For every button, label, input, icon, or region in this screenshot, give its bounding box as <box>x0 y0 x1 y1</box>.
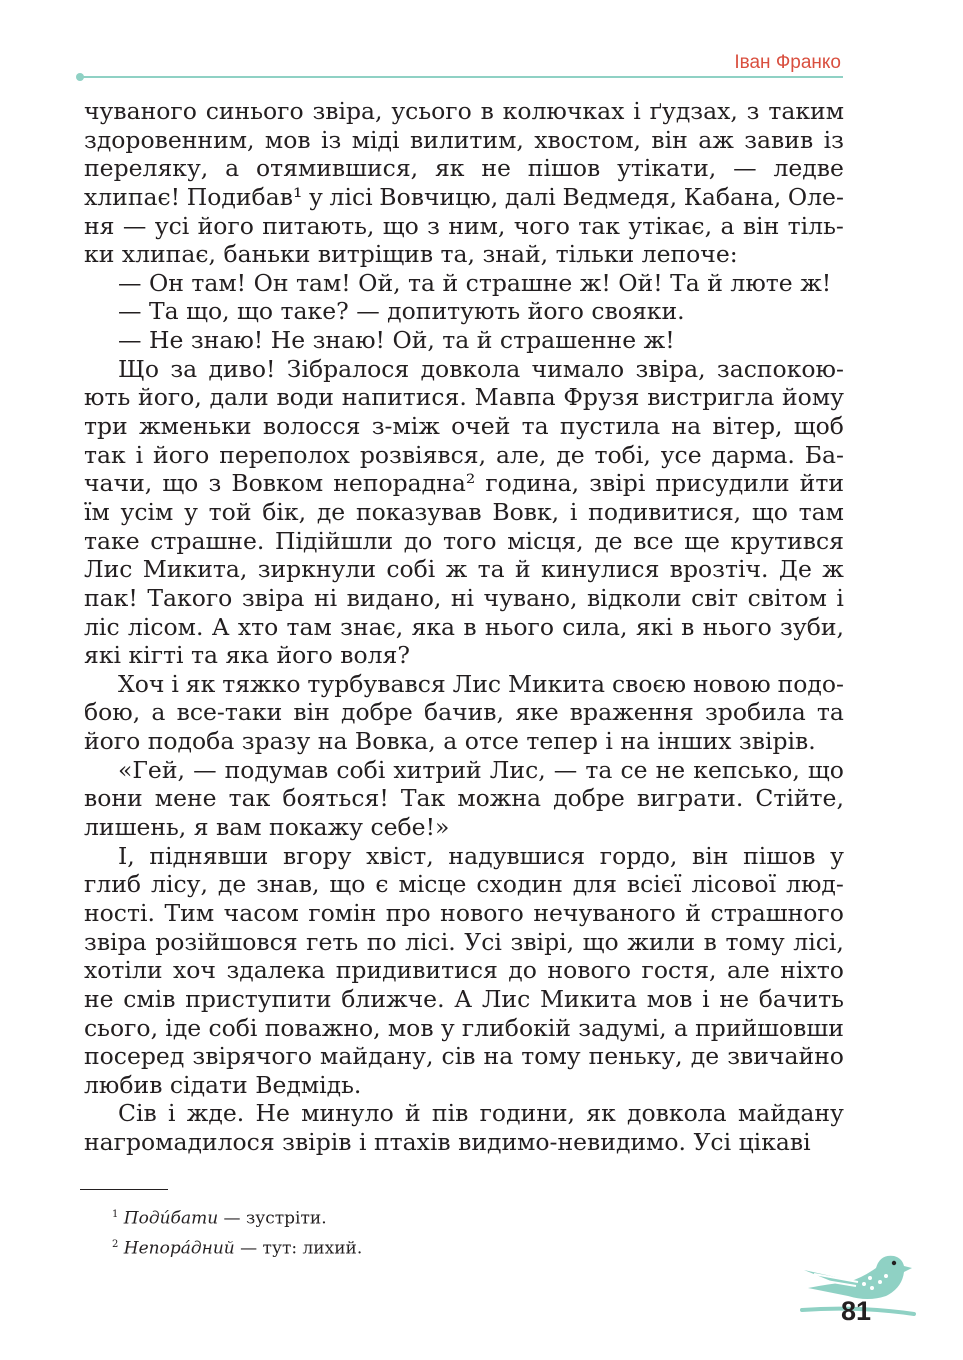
text-line: глиб лісу, де знав, що є місце сходин для всієї лісової люд- <box>84 870 844 899</box>
footnote-definition: — тут: лихий. <box>234 1238 363 1259</box>
footnotes <box>112 1202 362 1261</box>
text-line: так і його переполох розвіявся, але, де тобі, усе дарма. Ба- <box>84 440 844 469</box>
paragraph <box>84 842 844 1100</box>
text-line: нагромадилося звірів і птахів видимо-невидимо. Усі цікаві <box>84 1128 811 1157</box>
text-line: любив сідати Ведмідь. <box>84 1070 362 1099</box>
text-line: хлипає! Подибав¹ у лісі Вовчицю, далі Ведмедя, Кабана, Оле- <box>84 182 844 211</box>
paragraph <box>84 326 844 355</box>
text-line: ності. Тим часом гомін про нового нечуваного й страшного <box>84 898 844 927</box>
text-line: посеред звірячого майдану, сів на тому пеньку, де звичайно <box>84 1042 844 1071</box>
text-line: їм усім у той бік, де показував Вовк, і подивитися, що там <box>84 497 844 526</box>
text-line: ня — усі його питають, що з ним, чого так утікає, а він тіль- <box>84 211 844 240</box>
text-line: таке страшне. Підійшли до того місця, де все ще крутився <box>84 526 844 555</box>
header-rule <box>80 76 843 78</box>
footnote-term: Поди́бати <box>118 1208 219 1229</box>
paragraph <box>84 297 844 326</box>
text-line: здоровенним, мов із міді вилитим, хвостом, він аж завив із <box>84 125 844 154</box>
footnote-mark: 2 <box>112 1238 119 1250</box>
text-line: хотіли хоч здалека придивитися до нового гостя, але ніхто <box>84 956 844 985</box>
body-text <box>84 97 844 1157</box>
footnote-term: Непора́дний <box>118 1238 235 1259</box>
text-line: — Он там! Он там! Ой, та й страшне ж! Ой! Та й люте ж! <box>118 268 832 297</box>
paragraph <box>84 97 844 269</box>
footnote <box>112 1232 362 1262</box>
text-line: бою, а все-таки він добре бачив, яке враження зробила та <box>84 698 844 727</box>
text-line: І, піднявши вгору хвіст, надувшися гордо, він пішов у <box>118 841 844 870</box>
text-line: чуваного синього звіра, усього в колючках і ґудзах, з таким <box>84 97 844 125</box>
text-line: звіра розійшовся геть по лісі. Усі звірі, що жили в тому лісі, <box>84 927 844 956</box>
text-line: Хоч і як тяжко турбувався Лис Микита своєю новою подо- <box>118 669 844 698</box>
paragraph <box>84 1099 844 1156</box>
text-line: ліс лісом. А хто там знає, яка в нього сила, які в нього зуби, <box>84 612 844 641</box>
text-line: вони мене так бояться! Так можна добре виграти. Стійте, <box>84 784 844 813</box>
text-line: які кігті та яка його воля? <box>84 641 410 670</box>
text-line: — Та що, що таке? — допитують його свояки. <box>118 297 685 326</box>
text-line: Що за диво! Зібралося довкола чимало звіра, заспокою- <box>118 354 844 383</box>
footnote-definition: — зустріти. <box>218 1208 327 1229</box>
text-line: Сів і жде. Не минуло й пів години, як довкола майдану <box>118 1099 844 1128</box>
text-line: переляку, а отямившися, як не пішов утікати, — ледве <box>84 154 844 183</box>
text-line: пак! Такого звіра ні видано, ні чувано, відколи світ світом і <box>84 583 844 612</box>
page-number: 81 <box>840 1296 871 1326</box>
text-line: чачи, що з Вовком непорадна² година, звірі присудили йти <box>84 469 844 498</box>
paragraph <box>84 269 844 298</box>
text-line: Лис Микита, зиркнули собі ж та й кинулися врозтіч. Де ж <box>84 555 844 584</box>
text-line: ють його, дали води напитися. Мавпа Фрузя вистригла йому <box>84 383 844 412</box>
text-line: «Гей, — подумав собі хитрий Лис, — та се не кепсько, що <box>118 755 844 784</box>
text-line: сього, іде собі поважно, мов у глибокій задумі, а прийшовши <box>84 1013 844 1042</box>
paragraph <box>84 756 844 842</box>
text-line: ки хлипає, баньки витріщив та, знай, тільки лепоче: <box>84 240 738 269</box>
paragraph <box>84 670 844 756</box>
footnote <box>112 1202 362 1232</box>
text-line: — Не знаю! Не знаю! Ой, та й страшенне ж! <box>118 326 675 355</box>
text-line: не смів приступити ближче. А Лис Микита мов і не бачить <box>84 984 844 1013</box>
text-line: три жменьки волосся з-між очей та пустила на вітер, щоб <box>84 412 844 441</box>
footnote-separator <box>80 1189 168 1190</box>
running-header-author: Іван Франко <box>734 52 841 73</box>
paragraph <box>84 355 844 670</box>
text-line: лишень, я вам покажу себе!» <box>84 813 450 842</box>
footnote-mark: 1 <box>112 1209 119 1220</box>
text-line: його подоба зразу на Вовка, а отсе тепер і на інших звірів. <box>84 727 816 756</box>
